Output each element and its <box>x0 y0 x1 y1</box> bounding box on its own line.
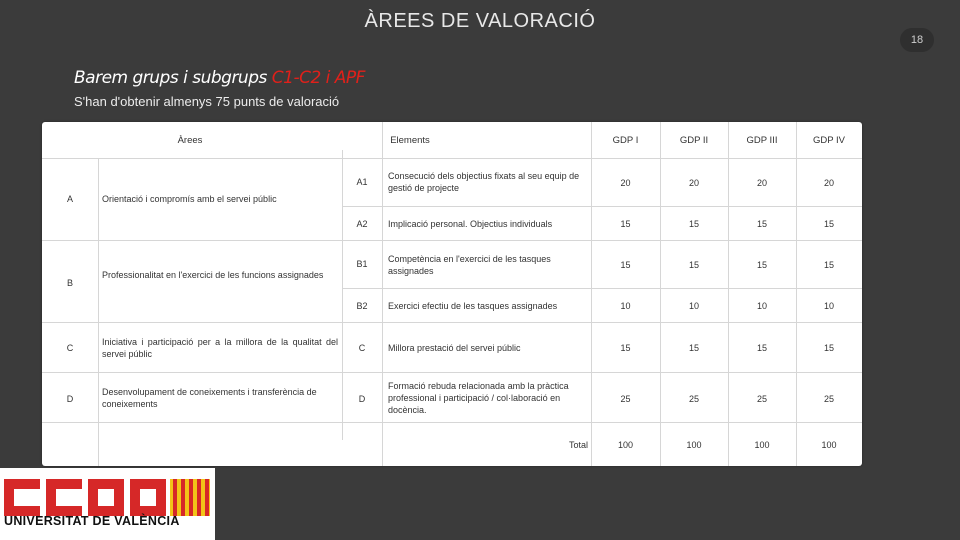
group-letter: B <box>66 278 73 288</box>
row-value: 15 <box>620 260 631 270</box>
row-element: Implicació personal. Objectius individuals <box>388 219 553 229</box>
row-value: 20 <box>823 178 834 188</box>
row-code: B2 <box>356 301 368 311</box>
total-value: 100 <box>754 440 770 450</box>
group-letter: C <box>66 343 74 353</box>
row-value: 10 <box>688 301 699 311</box>
subtitle-main: Barem grups i subgrups <box>74 68 267 88</box>
header-gdp4: GDP IV <box>812 135 846 146</box>
subtitle-accent: C1-C2 i APF <box>271 68 365 88</box>
total-label: Total <box>568 440 588 450</box>
header-areas: Àrees <box>177 135 203 146</box>
row-value: 25 <box>823 394 834 404</box>
row-code: A1 <box>356 177 368 187</box>
subtitle <box>74 68 365 88</box>
row-value: 15 <box>823 219 834 229</box>
group-label: Desenvolupament de coneixements i transferència de coneixements <box>102 387 317 409</box>
header-elements: Elements <box>390 135 430 146</box>
row-element: Exercici efectiu de les tasques assignades <box>388 301 558 311</box>
row-value: 25 <box>620 394 631 404</box>
page-number: 18 <box>900 28 934 52</box>
logo-caption: UNIVERSITAT DE VALÈNCIA <box>4 514 180 528</box>
row-value: 10 <box>756 301 767 311</box>
row-code: B1 <box>356 259 368 269</box>
row-value: 15 <box>620 343 631 353</box>
header-gdp1: GDP I <box>612 135 639 146</box>
row-code: A2 <box>356 219 368 229</box>
row-value: 10 <box>620 301 631 311</box>
row-value: 10 <box>823 301 834 311</box>
row-element: Competència en l'exercici de les tasques assignades <box>388 254 551 276</box>
row-value: 15 <box>823 343 834 353</box>
row-value: 15 <box>823 260 834 270</box>
group-label: Orientació i compromís amb el servei públic <box>102 194 277 204</box>
row-element: Formació rebuda relacionada amb la pràctica professional i participació / col·laboració en docència. <box>388 381 569 415</box>
row-value: 15 <box>688 343 699 353</box>
row-value: 20 <box>756 178 767 188</box>
row-value: 25 <box>756 394 767 404</box>
row-value: 15 <box>688 260 699 270</box>
group-letter: A <box>66 194 73 204</box>
row-value: 20 <box>620 178 631 188</box>
row-value: 15 <box>688 219 699 229</box>
row-value: 25 <box>688 394 699 404</box>
row-code: C <box>358 343 366 353</box>
row-element: Millora prestació del servei públic <box>388 343 521 353</box>
row-element: Consecució dels objectius fixats al seu equip de gestió de projecte <box>388 171 580 193</box>
header-gdp3: GDP III <box>746 135 778 146</box>
row-code: D <box>358 394 366 404</box>
row-value: 20 <box>688 178 699 188</box>
slide-title: ÀREES DE VALORACIÓ <box>364 10 596 32</box>
row-value: 15 <box>620 219 631 229</box>
row-value: 15 <box>756 260 767 270</box>
requirement-note: S'han d'obtenir almenys 75 punts de valoració <box>74 94 340 109</box>
group-letter: D <box>66 394 74 404</box>
total-value: 100 <box>617 440 634 450</box>
group-label: Professionalitat en l'exercici de les funcions assignades <box>102 270 324 280</box>
total-value: 100 <box>821 440 837 450</box>
total-value: 100 <box>686 440 702 450</box>
row-value: 15 <box>756 219 767 229</box>
row-value: 15 <box>756 343 767 353</box>
valuation-table <box>42 122 862 466</box>
header-gdp2: GDP II <box>679 135 709 146</box>
group-label: Iniciativa i participació per a la millora de la qualitat del servei públic <box>102 337 338 359</box>
